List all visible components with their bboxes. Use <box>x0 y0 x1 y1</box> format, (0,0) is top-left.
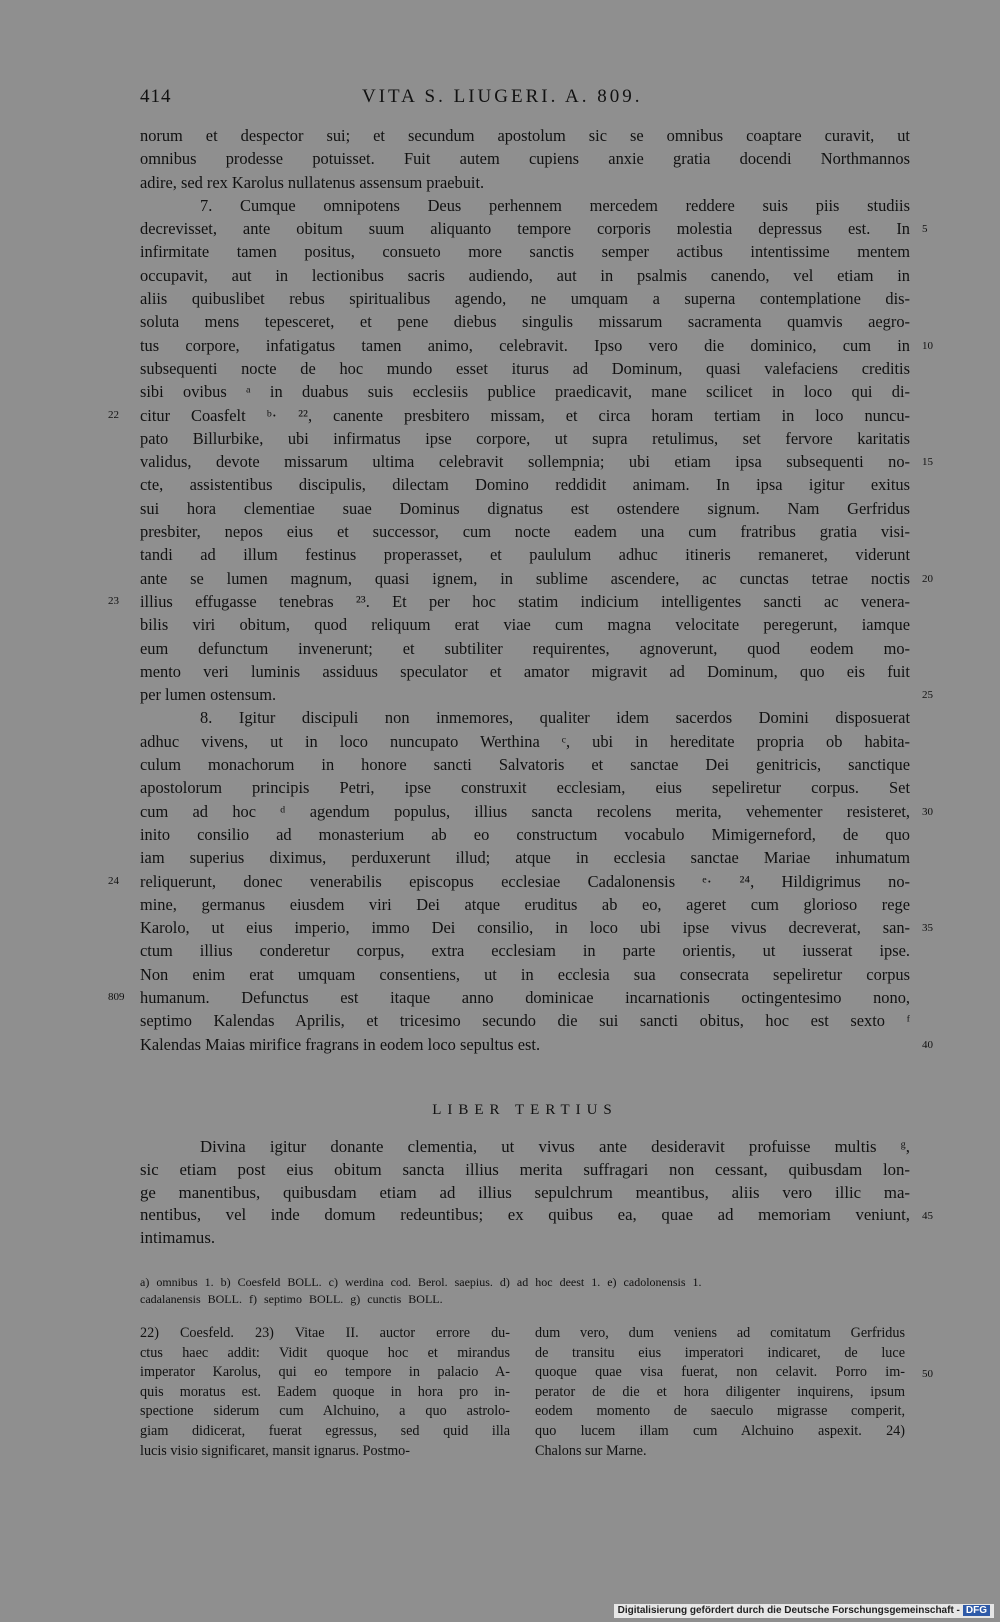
line-text: infirmitate tamen positus, consueto more sanctis semper actibus intentissime mentem <box>140 242 910 262</box>
text-line <box>140 1182 910 1205</box>
margin-line-number: 45 <box>922 1210 933 1223</box>
margin-line-number: 25 <box>922 689 933 702</box>
main-text <box>108 124 933 1056</box>
line-text: mento veri luminis assiduus speculator et amator migravit ad Dominum, quo eis fuit <box>140 661 910 681</box>
text-line <box>140 800 933 823</box>
text-line <box>140 567 933 590</box>
margin-line-number: 50 <box>922 1368 933 1380</box>
line-text: sui hora clementiae suae Dominus dignatus est ostendere signum. Nam Gerfridus <box>140 498 910 518</box>
footnote-line: eodem momento de saeculo migrasse comperit, <box>535 1403 905 1420</box>
margin-line-number: 15 <box>922 456 933 469</box>
margin-line-number: 5 <box>922 223 928 236</box>
line-text: eum defunctum invenerunt; et subtiliter requirentes, agnoverunt, quod eodem mo- <box>140 638 910 658</box>
footnotes-column-left <box>140 1324 510 1461</box>
text-line <box>140 706 910 729</box>
line-text: sibi ovibus ᵃ in duabus suis ecclesiis publice praedicavit, mane scilicet in loco qui di- <box>140 382 910 402</box>
digitization-footer <box>614 1604 994 1618</box>
footnote-line: quoque quae visa fuerat, non celavit. Porro im- <box>535 1364 905 1381</box>
text-line <box>140 1159 910 1182</box>
variant-line: cadalanensis BOLL. f) septimo BOLL. g) cunctis BOLL. <box>140 1292 443 1306</box>
dfg-logo: DFG <box>963 1605 990 1616</box>
line-text: presbiter, nepos eius et successor, cum nocte eadem una cum fratribus gratia visi- <box>140 522 910 542</box>
page-header <box>140 86 910 110</box>
margin-line-number: 40 <box>922 1038 933 1051</box>
line-text: Non enim erat umquam consentiens, ut in ecclesia sua consecrata sepeliretur corpus <box>140 964 910 984</box>
text-line <box>140 264 910 287</box>
text-line <box>140 497 910 520</box>
line-text: tandi ad illum festinus properasset, et paululum adhuc itineris remaneret, viderunt <box>140 545 910 565</box>
text-line <box>140 310 910 333</box>
line-text: aliis quibuslibet rebus spiritualibus agendo, ne umquam a superna contemplatione dis- <box>140 289 910 309</box>
text-line <box>140 543 910 566</box>
footnote-line: lucis visio significaret, mansit ignarus. Postmo- <box>140 1442 410 1459</box>
text-line <box>140 730 910 753</box>
line-text: humanum. Defunctus est itaque anno dominicae incarnationis octingentesimo nono, <box>140 987 910 1007</box>
line-text: mine, germanus eiusdem viri Dei atque eruditus ab eo, ageret cum glorioso rege <box>140 894 910 914</box>
footnotes-column-right <box>535 1324 905 1461</box>
line-text: cum ad hoc ᵈ agendum populus, illius sancta recolens merita, vehementer resisteret, <box>140 801 910 821</box>
line-text: pato Billurbike, ubi infirmatus ipse corpore, ut supra retulimus, set fervore karitatis <box>140 428 910 448</box>
line-text: illius effugasse tenebras ²³. Et per hoc statim indicium intelligentes sancti ac venera- <box>140 591 910 611</box>
variant-readings <box>140 1274 910 1308</box>
margin-line-number: 30 <box>922 805 933 818</box>
line-text: sic etiam post eius obitum sancta illius merita suffragari non cessant, quibusdam lon- <box>140 1159 910 1179</box>
line-text: norum et despector sui; et secundum apostolum sic se omnibus coaptare curavit, ut <box>140 126 910 145</box>
line-text: Kalendas Maias mirifice fragrans in eodem loco sepultus est. <box>140 1034 541 1054</box>
line-text: iam superius diximus, perduxerunt illud; atque in ecclesia sanctae Mariae inhumatum <box>140 848 910 868</box>
text-line <box>140 660 910 683</box>
text-line <box>140 637 910 660</box>
line-text: inito consilio ad monasterium ab eo constructum vocabulo Mimigerneford, de quo <box>140 824 910 844</box>
line-text: adire, sed rex Karolus nullatenus assensum praebuit. <box>140 172 485 192</box>
footnote-line: ctus haec addit: Vidit quoque hoc et mirandus <box>140 1344 510 1361</box>
margin-line-number: 35 <box>922 922 933 935</box>
line-text: subsequenti nocte de hoc mundo esset iturus ad Dominum, quasi valefaciens creditis <box>140 358 910 378</box>
margin-line-number: 20 <box>922 572 933 585</box>
line-text: cte, assistentibus discipulis, dilectam Domino reddidit animam. In ipsa igitur exitus <box>140 475 910 495</box>
page-number: 414 <box>140 86 172 107</box>
line-text: 7. Cumque omnipotens Deus perhennem mercedem reddere suis piis studiis <box>200 195 910 215</box>
footnote-line: quo lucem illam cum Alchuino aspexit. 24) <box>535 1422 905 1439</box>
text-line <box>108 404 910 427</box>
text-line <box>140 916 933 939</box>
line-text: adhuc vivens, ut in loco nuncupato Werthina ᶜ, ubi in hereditate propria ob habita- <box>140 731 910 751</box>
text-line <box>140 473 910 496</box>
footer-text: Digitalisierung gefördert durch die Deutsche Forschungsgemeinschaft - <box>617 1605 960 1616</box>
margin-note-number: 23 <box>108 594 119 607</box>
section-title: LIBER TERTIUS <box>432 1102 618 1118</box>
text-line <box>140 1033 933 1056</box>
text-line <box>108 870 910 893</box>
text-line <box>140 939 910 962</box>
running-title: VITA S. LIUGERI. A. 809. <box>362 86 643 107</box>
line-text: ge manentibus, quibusdam etiam ad illius sepulchrum meantibus, aliis vero illic ma- <box>140 1182 910 1202</box>
line-text: Divina igitur donante clementia, ut vivus ante desideravit profuisse multis ᵍ, <box>200 1137 910 1156</box>
margin-line-number: 10 <box>922 339 933 352</box>
text-line <box>140 240 910 263</box>
line-text: occupavit, aut in lectionibus sacris audiendo, aut in psalmis canendo, vel etiam in <box>140 265 910 285</box>
line-text: validus, devote missarum ultima celebravit sollempnia; ubi etiam ipsa subsequenti no- <box>140 452 910 472</box>
margin-note-number: 22 <box>108 408 119 421</box>
text-line <box>140 194 910 217</box>
line-text: omnibus prodesse potuisset. Fuit autem cupiens anxie gratia docendi Northmannos <box>140 149 910 169</box>
text-line <box>140 357 910 380</box>
line-text: soluta mens tepesceret, et pene diebus singulis missarum sacramenta quamvis aegro- <box>140 312 910 332</box>
line-text: culum monachorum in honore sancti Salvatoris et sanctae Dei genitricis, sanctique <box>140 755 910 775</box>
footnote-line: Chalons sur Marne. <box>535 1442 647 1459</box>
text-line <box>140 450 933 473</box>
line-text: tus corpore, infatigatus tamen animo, celebravit. Ipso vero die dominico, cum in <box>140 335 910 355</box>
footnote-line: 22) Coesfeld. 23) Vitae II. auctor errore du- <box>140 1325 510 1341</box>
line-text: apostolorum principis Petri, ipse construxit ecclesiam, eius sepeliretur corpus. Set <box>140 778 910 798</box>
text-line <box>140 683 933 706</box>
text-line <box>108 986 910 1009</box>
text-line <box>108 590 910 613</box>
line-text: nentibus, vel inde domum redeuntibus; ex quibus ea, quae ad memoriam veniunt, <box>140 1205 910 1225</box>
text-line <box>140 1227 910 1250</box>
line-text: reliquerunt, donec venerabilis episcopus ecclesiae Cadalonensis ᵉ· ²⁴, Hildigrimus no- <box>140 871 910 891</box>
text-line <box>140 753 910 776</box>
text-line <box>140 613 910 636</box>
text-line <box>140 1136 910 1159</box>
text-line <box>140 776 910 799</box>
text-line <box>140 427 910 450</box>
text-line <box>140 287 910 310</box>
variant-line: a) omnibus 1. b) Coesfeld BOLL. c) werdina cod. Berol. saepius. d) ad hoc deest 1. e) cadolonensis 1. <box>140 1275 702 1289</box>
text-line <box>140 846 910 869</box>
footnote-line: dum vero, dum veniens ad comitatum Gerfridus <box>535 1325 905 1341</box>
text-line <box>140 520 910 543</box>
footnote-line: de transitu eius imperatori indicaret, de luce <box>535 1344 905 1361</box>
text-line <box>140 1204 933 1227</box>
line-text: 8. Igitur discipuli non inmemores, qualiter idem sacerdos Domini disposuerat <box>200 708 910 728</box>
text-line <box>140 147 910 170</box>
margin-note-number: 24 <box>108 874 119 887</box>
text-line <box>140 1009 910 1032</box>
margin-note-number: 809 <box>108 990 125 1003</box>
footnote-line: imperator Karolus, qui eo tempore in palacio A- <box>140 1364 510 1381</box>
line-text: per lumen ostensum. <box>140 685 277 705</box>
text-line <box>140 380 910 403</box>
line-text: septimo Kalendas Aprilis, et tricesimo secundo die sui sancti obitus, hoc est sexto ᶠ <box>140 1011 910 1031</box>
text-line <box>140 217 928 240</box>
footnote-line: quis moratus est. Eadem quoque in hora pro in- <box>140 1383 510 1400</box>
text-line <box>140 963 910 986</box>
text-line <box>140 124 910 147</box>
line-text: citur Coasfelt ᵇ· ²², canente presbitero missam, et circa horam tertiam in loco nuncu- <box>140 405 910 425</box>
text-line <box>140 823 910 846</box>
text-line <box>140 171 910 194</box>
line-text: bilis viri obitum, quod reliquum erat viae cum magna velocitate peregerunt, iamque <box>140 615 910 635</box>
text-line <box>140 893 910 916</box>
footnote-line: perator de die et hora diligenter inquirens, ipsum <box>535 1383 905 1400</box>
line-text: ctum illius conderetur corpus, extra ecclesiam in parte orientis, ut iusserat ipse. <box>140 941 910 961</box>
line-text: intimamus. <box>140 1228 216 1248</box>
footnote-line: spectione siderum cum Alchuino, a quo astrolo- <box>140 1403 510 1420</box>
line-text: ante se lumen magnum, quasi ignem, in sublime ascendere, ac cunctas tetrae noctis <box>140 568 910 588</box>
liber-tertius-text <box>140 1136 933 1250</box>
line-text: Karolo, ut eius imperio, immo Dei consilio, in loco ubi ipse vivus decreverat, san- <box>140 918 910 938</box>
line-text: decrevisset, ante obitum suum aliquanto tempore corporis molestia depressus est. In <box>140 219 910 239</box>
footnote-line: giam didicerat, fuerat egressus, sed quid illa <box>140 1422 510 1439</box>
text-line <box>140 334 933 357</box>
